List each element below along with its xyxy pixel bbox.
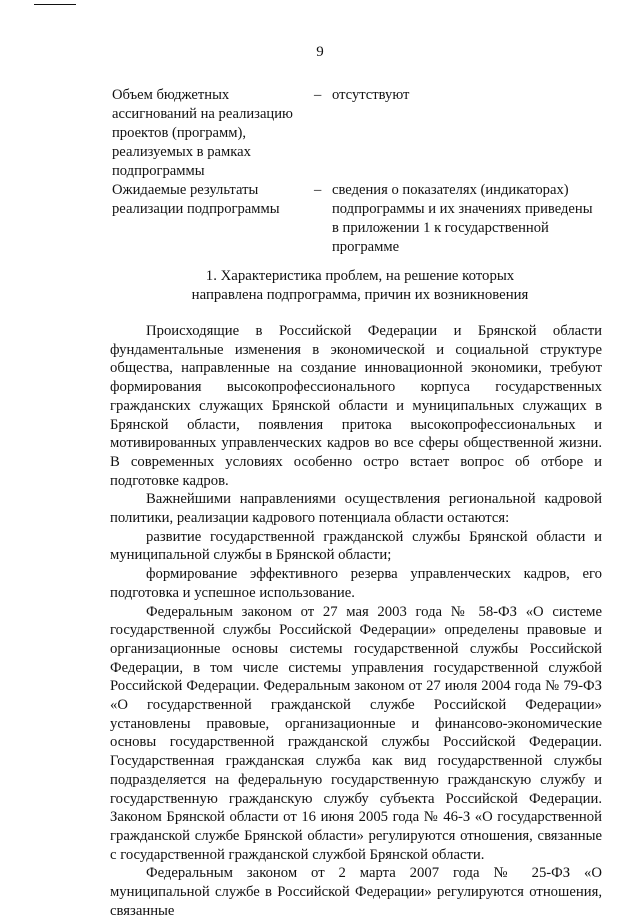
paragraph: Федеральным законом от 2 марта 2007 года № 25-ФЗ «О муниципальной службе в Российской Федерации» регулируются отношения, связанные — [110, 865, 602, 919]
passport-label — [112, 181, 302, 219]
label-line: реализации подпрограммы — [112, 201, 280, 217]
label-line: Ожидаемые результаты — [112, 182, 259, 198]
value-line: сведения о показателях (индикаторах) — [332, 182, 569, 198]
paragraph: Важнейшими направлениями осуществления региональной кадровой политики, реализации кадрового потенциала области остаются: — [110, 491, 602, 527]
passport-dash: – — [314, 182, 322, 198]
page-number: 9 — [316, 44, 324, 60]
section-heading — [110, 267, 610, 305]
top-rule — [34, 4, 76, 5]
label-line: реализуемых в рамках — [112, 144, 251, 160]
section-heading-line: направлена подпрограмма, причин их возникновения — [191, 287, 529, 303]
passport-value — [332, 181, 608, 257]
label-line: Объем бюджетных — [112, 87, 230, 103]
paragraph: Федеральным законом от 27 мая 2003 года № 58-ФЗ «О системе государственной службы Российской Федерации» определены правовые и организационные основы системы государственной службы Российской Федерации, в том числе системы управления государственной службой Российской Федерации. Федеральным законом от 27 июля 2004 года № 79-ФЗ «О государственной гражданской службе Российской Федерации» установлены правовые, организационные и финансово-экономические основы государственной гражданской службы Российской Федерации. Государственная гражданская служба как вид государственной службы подразделяется на федеральную государственную гражданскую службу и государственную гражданскую службу субъекта Российской Федерации. Законом Брянской области от 16 июня 2005 года № 46-З «О государственной гражданской службе Брянской области» регулируются отношения, связанные с государственной гражданской службой Брянской области. — [110, 603, 602, 863]
label-line: подпрограммы — [112, 163, 205, 179]
value-line: программе — [332, 239, 400, 255]
label-line: ассигнований на реализацию — [112, 106, 293, 122]
paragraph: развитие государственной гражданской службы Брянской области и муниципальной службы в Брянской области; — [110, 528, 602, 564]
label-line: проектов (программ), — [112, 125, 246, 141]
paragraph: Происходящие в Российской Федерации и Брянской области фундаментальные изменения в экономической и социальной структуре общества, направленные на создание инновационной экономики, требуют формирования высокопрофессионального корпуса государственных гражданских служащих Брянской области и муниципальных служащих в Брянской области, появления притока высокопрофессиональных и мотивированных управленческих кадров во все сферы общественной жизни. В современных условиях особенно остро встает вопрос об отборе и подготовке кадров. — [110, 323, 602, 489]
value-line: в приложении 1 к государственной — [332, 220, 549, 236]
body-text — [110, 322, 602, 921]
passport-dash: – — [314, 87, 322, 103]
section-heading-line: 1. Характеристика проблем, на решение которых — [205, 268, 515, 284]
passport-value — [332, 86, 608, 105]
value-line: отсутствуют — [332, 87, 410, 103]
paragraph: формирование эффективного резерва управленческих кадров, его подготовка и успешное использование. — [110, 566, 602, 601]
passport-label — [112, 86, 302, 181]
value-line: подпрограммы и их значениях приведены — [332, 201, 593, 217]
